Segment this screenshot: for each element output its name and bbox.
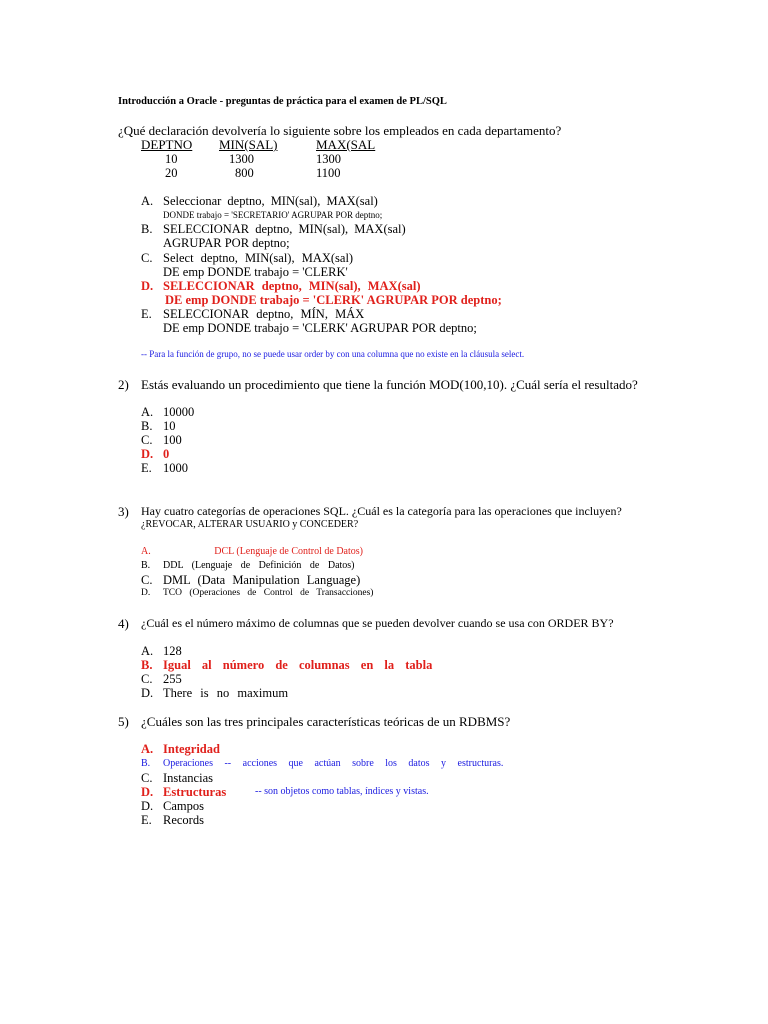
q1-option-e: E. SELECCIONAR deptno, MÍN, MÁX [141, 307, 365, 321]
q4-question: ¿Cuál es el número máximo de columnas que se pueden devolver cuando se usa con ORDER BY? [141, 616, 614, 630]
q1-table-header-minsal: MIN(SAL) [219, 137, 278, 152]
q4-option-a: A. 128 [141, 644, 182, 658]
q1-question: ¿Qué declaración devolvería lo siguiente sobre los empleados en cada departamento? [118, 123, 562, 138]
q1-explanation-note: -- Para la función de grupo, no se puede usar order by con una columna que no existe en la cláusula select. [141, 349, 525, 359]
q3-question-line2: ¿REVOCAR, ALTERAR USUARIO y CONCEDER? [141, 519, 359, 530]
q5-option-e: E. Records [141, 813, 204, 827]
q2-option-b: B. 10 [141, 419, 176, 433]
q5-option-c: C. Instancias [141, 771, 213, 785]
q2-option-c: C. 100 [141, 433, 182, 447]
q1-table-cell: 1100 [316, 166, 341, 180]
q2-option-e: E. 1000 [141, 461, 188, 475]
q1-table-cell: 800 [235, 166, 254, 180]
q4-option-c: C. 255 [141, 672, 182, 686]
q1-table-cell: 20 [165, 166, 178, 180]
q1-table-header-deptno: DEPTNO [141, 137, 193, 152]
q1-option-c: C. Select deptno, MIN(sal), MAX(sal) [141, 251, 354, 265]
q1-option-e-line2: DE emp DONDE trabajo = 'CLERK' AGRUPAR POR deptno; [163, 321, 477, 335]
q4-number: 4) [118, 616, 129, 631]
q4-option-b-correct: B. Igual al número de columnas en la tabla [141, 658, 433, 672]
q2-option-a: A. 10000 [141, 405, 195, 419]
q3-option-b: B. DDL (Lenguaje de Definición de Datos) [141, 560, 355, 571]
q4-option-d: D. There is no maximum [141, 686, 289, 700]
q1-option-b: B. SELECCIONAR deptno, MIN(sal), MAX(sal) [141, 222, 406, 236]
q5-option-d-note: -- son objetos como tablas, índices y vistas. [255, 786, 429, 797]
q1-option-d-line2: DE emp DONDE trabajo = 'CLERK' AGRUPAR POR deptno; [165, 293, 502, 307]
q3-option-c: C. DML (Data Manipulation Language) [141, 573, 361, 587]
q1-option-c-line2: DE emp DONDE trabajo = 'CLERK' [163, 265, 348, 279]
q5-option-a-correct: A. Integridad [141, 742, 220, 756]
document-title: Introducción a Oracle - preguntas de práctica para el examen de PL/SQL [118, 96, 447, 107]
q3-question: Hay cuatro categorías de operaciones SQL. ¿Cuál es la categoría para las operaciones que incluyen? [141, 504, 622, 518]
q1-table-cell: 10 [165, 152, 178, 166]
q5-question: ¿Cuáles son las tres principales características teóricas de un RDBMS? [141, 714, 511, 729]
q2-question: Estás evaluando un procedimiento que tiene la función MOD(100,10). ¿Cuál sería el resultado? [141, 377, 638, 392]
q1-option-d-correct: D. SELECCIONAR deptno, MIN(sal), MAX(sal) [141, 279, 421, 293]
q5-option-d2: D. Campos [141, 799, 204, 813]
q1-option-a-line2: DONDE trabajo = 'SECRETARIO' AGRUPAR POR deptno; [163, 210, 383, 220]
q5-option-b-correct: B. Operaciones -- acciones que actúan sobre los datos y estructuras. [141, 758, 504, 769]
q1-option-b-line2: AGRUPAR POR deptno; [163, 236, 290, 250]
q2-number: 2) [118, 377, 129, 392]
q1-table-cell: 1300 [229, 152, 254, 166]
q3-option-d: D. TCO (Operaciones de Control de Transacciones) [141, 588, 374, 598]
q5-option-d-correct: D. Estructuras [141, 785, 227, 799]
q1-table-cell: 1300 [316, 152, 341, 166]
q1-option-a: A. Seleccionar deptno, MIN(sal), MAX(sal) [141, 194, 378, 208]
q3-number: 3) [118, 504, 129, 519]
q2-option-d-correct: D. 0 [141, 447, 170, 461]
q3-option-a-correct: A. DCL (Lenguaje de Control de Datos) [141, 546, 363, 557]
q1-table-header-maxsal: MAX(SAL [316, 137, 376, 152]
q5-number: 5) [118, 714, 129, 729]
